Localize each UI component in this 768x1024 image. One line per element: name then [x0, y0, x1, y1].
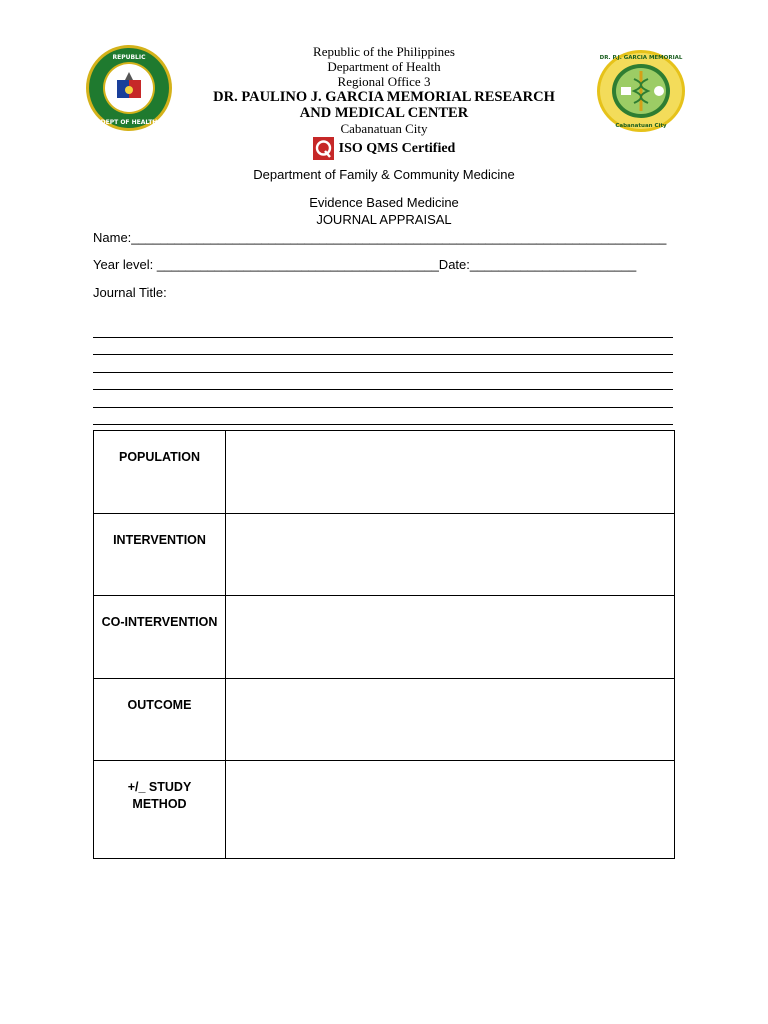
iso-badge	[184, 137, 584, 160]
intervention-answer-cell[interactable]	[226, 514, 674, 595]
blank-line[interactable]	[93, 408, 673, 426]
co-intervention-answer-cell[interactable]	[226, 596, 674, 678]
journal-title-label: Journal Title:	[93, 285, 167, 300]
row-label-study-method: +/_ STUDY METHOD	[94, 761, 226, 858]
year-level-date-field[interactable]: Year level: _______________________________________Date:_______________________	[93, 257, 637, 272]
svg-text:DEPT OF HEALTH: DEPT OF HEALTH	[100, 119, 158, 126]
form-title: JOURNAL APPRAISAL	[316, 212, 452, 227]
table-row	[94, 761, 674, 858]
blank-line[interactable]	[93, 355, 673, 373]
iso-q-logo-icon	[313, 137, 334, 160]
pico-table	[93, 430, 675, 859]
table-row	[94, 679, 674, 761]
letterhead	[184, 44, 584, 160]
hospital-name-line2: AND MEDICAL CENTER	[299, 105, 469, 121]
hospital-name-line1: DR. PAULINO J. GARCIA MEMORIAL RESEARCH	[213, 89, 555, 105]
svg-text:REPUBLIC: REPUBLIC	[112, 54, 146, 61]
city-line: Cabanatuan City	[340, 121, 428, 136]
doh-seal-logo	[85, 44, 173, 132]
form-subtitle: Evidence Based Medicine	[309, 195, 459, 210]
blank-line[interactable]	[93, 390, 673, 408]
agency-line: Department of Health	[327, 59, 441, 74]
iso-text: ISO QMS Certified	[338, 140, 456, 156]
population-answer-cell[interactable]	[226, 431, 674, 513]
outcome-answer-cell[interactable]	[226, 679, 674, 760]
journal-title-lines[interactable]	[93, 320, 673, 425]
hospital-seal-logo	[596, 49, 686, 133]
blank-line[interactable]	[93, 373, 673, 391]
blank-line[interactable]	[93, 320, 673, 338]
regional-office-line: Regional Office 3	[337, 74, 431, 89]
blank-line[interactable]	[93, 338, 673, 356]
table-row	[94, 596, 674, 679]
country-line: Republic of the Philippines	[313, 44, 455, 59]
row-label-population: POPULATION	[94, 431, 226, 513]
table-row	[94, 431, 674, 514]
svg-text:Cabanatuan City: Cabanatuan City	[615, 123, 667, 129]
name-field[interactable]: Name:__________________________________________________________________________	[93, 230, 667, 245]
study-method-answer-cell[interactable]	[226, 761, 674, 858]
row-label-outcome: OUTCOME	[94, 679, 226, 760]
department-title: Department of Family & Community Medicine	[253, 167, 515, 182]
row-label-co-intervention: CO-INTERVENTION	[94, 596, 226, 678]
svg-text:DR. P.J. GARCIA MEMORIAL: DR. P.J. GARCIA MEMORIAL	[599, 55, 683, 61]
row-label-intervention: INTERVENTION	[94, 514, 226, 595]
table-row	[94, 514, 674, 596]
